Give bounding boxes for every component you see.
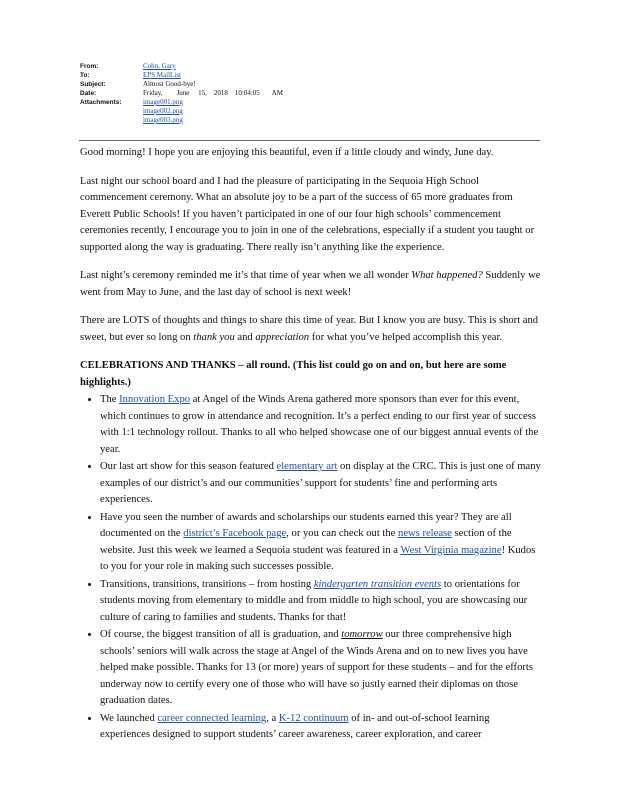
text: , a bbox=[266, 712, 279, 724]
text: The bbox=[100, 394, 120, 405]
text: our three comprehensive high schools’ seniors will walk across the stage at Angel of the Winds Arena and on to new lives you have helped make possible. Thanks for 13 (or more) years of support for these students – and for the efforts underway now to certify every one of those who will have so justly earned their diplomas on those graduation dates. bbox=[100, 629, 533, 706]
text: for what you’ve helped accomplish this year. bbox=[309, 331, 503, 343]
text: Suddenly we went from May to June, and the last day of school is next week! bbox=[80, 270, 541, 298]
date-row bbox=[80, 89, 283, 98]
time-of-year-paragraph bbox=[80, 268, 542, 301]
career-connected-learning-link[interactable]: career connected learning bbox=[157, 712, 267, 724]
text: on display at the CRC. This is just one of many examples of our district’s and our communities’ support for students’ fine and performing arts experiences. bbox=[100, 461, 541, 505]
text: at Angel of the Winds Arena gathered more sponsors than ever for this event, which continues to grow in attendance and recognition. It’s a perfect ending to our first year of success with 1:1 technology rollout. Thanks to all who helped showcase one of our biggest annual events of the year. bbox=[100, 394, 539, 455]
list-item bbox=[100, 626, 542, 710]
attachment-link[interactable]: image002.png bbox=[143, 107, 183, 115]
emphasis: What happened? bbox=[411, 270, 483, 281]
attachment-link[interactable]: image001.png bbox=[143, 98, 183, 106]
greeting-paragraph: Good morning! I hope you are enjoying this beautiful, even if a little cloudy and windy, June day. bbox=[80, 147, 494, 158]
text: , or you can check out the bbox=[286, 528, 399, 539]
highlights-list bbox=[80, 391, 542, 744]
text: Of course, the biggest transition of all is graduation, and bbox=[100, 629, 342, 640]
attachments-row bbox=[80, 98, 283, 125]
innovation-expo-link[interactable]: Innovation Expo bbox=[119, 394, 191, 405]
email-header bbox=[80, 62, 283, 125]
celebrations-heading: CELEBRATIONS AND THANKS – all round. (This list could go on and on, but here are some highlights.) bbox=[80, 360, 507, 388]
text: to orientations for students moving from elementary to middle and from middle to high school, you are showcasing our culture of caring to families and students. Thanks for that! bbox=[100, 578, 528, 623]
text: Transitions, transitions, transitions – from hosting bbox=[100, 578, 314, 590]
text: We launched bbox=[100, 712, 158, 724]
text: section of the website. Just this week we learned a Sequoia student was featured in a bbox=[100, 528, 512, 556]
elementary-art-link[interactable]: elementary art bbox=[276, 461, 338, 472]
text: There are LOTS of thoughts and things to share this time of year. But I know you are busy. This is short and sweet, but ever so long on bbox=[80, 315, 539, 343]
facebook-page-link[interactable]: district’s Facebook page bbox=[183, 528, 287, 539]
header-divider bbox=[79, 140, 540, 141]
date-label: Date: bbox=[80, 90, 97, 97]
attachments-label: Attachments: bbox=[80, 99, 122, 106]
kindergarten-transition-link[interactable]: kindergarten transition events bbox=[313, 578, 442, 590]
emphasis: appreciation bbox=[255, 331, 310, 343]
emphasis: thank you bbox=[193, 331, 235, 343]
text: ! Kudos to you for your role in making such successes possible. bbox=[100, 544, 536, 572]
news-release-link[interactable]: news release bbox=[398, 528, 452, 539]
text: and bbox=[234, 331, 256, 343]
list-item bbox=[100, 509, 542, 576]
text: of in- and out-of-school learning experiences designed to support students’ career awareness, career exploration, and career bbox=[100, 712, 490, 740]
from-row bbox=[80, 62, 283, 71]
subject-label: Subject: bbox=[80, 81, 106, 88]
from-label: From: bbox=[80, 63, 99, 70]
subject-row bbox=[80, 80, 283, 89]
attachment-link[interactable]: image003.png bbox=[143, 116, 183, 124]
to-row bbox=[80, 71, 283, 80]
list-item bbox=[100, 576, 542, 627]
to-label: To: bbox=[80, 72, 90, 79]
thanks-paragraph bbox=[80, 313, 542, 346]
subject-value: Almost Good-bye! bbox=[143, 80, 196, 88]
text: Last night’s ceremony reminded me it’s that time of year when we all wonder bbox=[80, 270, 412, 281]
date-value: Friday, June 15, 2018 10:04:05 AM bbox=[143, 89, 283, 97]
west-virginia-magazine-link[interactable]: West Virginia magazine bbox=[400, 544, 502, 556]
text: Our last art show for this season featured bbox=[100, 461, 277, 472]
list-item bbox=[100, 710, 542, 744]
email-body bbox=[80, 145, 542, 744]
text: Have you seen the number of awards and scholarships our students earned this year? They are all documented on the bbox=[100, 511, 512, 539]
from-value[interactable]: Cohn, Gary bbox=[143, 62, 176, 70]
commencement-paragraph: Last night our school board and I had the pleasure of participating in the Sequoia High School commencement ceremony. What an absolute joy to be a part of the success of 65 more graduates from Everett Public Schools! If you haven’t participated in one of our four high schools’ commencement ceremonies recently, I encourage you to join in one of the celebrations, especially if a student you taught or supported along the way is graduating. There really isn’t anything like the experience. bbox=[80, 175, 535, 253]
list-item bbox=[100, 391, 542, 458]
emphasis: tomorrow bbox=[341, 629, 383, 640]
attachments-list bbox=[143, 98, 205, 125]
k12-continuum-link[interactable]: K-12 continuum bbox=[278, 712, 349, 724]
to-value[interactable]: EPS MailList bbox=[143, 71, 181, 79]
list-item bbox=[100, 458, 542, 509]
